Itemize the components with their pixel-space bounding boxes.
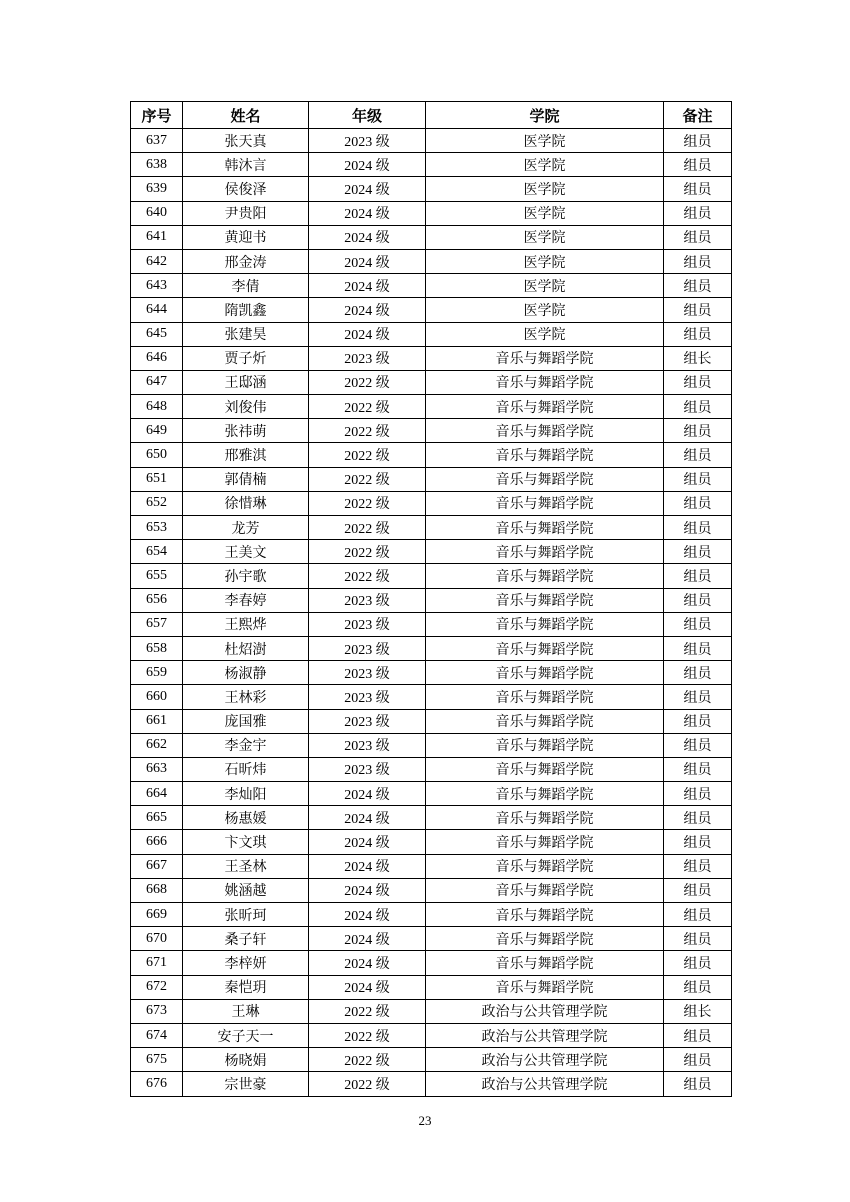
column-header: 姓名 (183, 102, 309, 129)
table-cell: 666 (131, 830, 183, 854)
table-cell: 音乐与舞蹈学院 (426, 443, 664, 467)
table-cell: 姚涵越 (183, 878, 309, 902)
table-cell: 2024 级 (309, 153, 426, 177)
table-row (131, 1048, 732, 1072)
table-cell: 组员 (664, 129, 732, 153)
table-cell: 664 (131, 782, 183, 806)
table-cell: 桑子轩 (183, 927, 309, 951)
table-cell: 647 (131, 370, 183, 394)
table-cell: 组员 (664, 927, 732, 951)
table-cell: 孙宇歌 (183, 564, 309, 588)
table-row (131, 612, 732, 636)
table-cell: 音乐与舞蹈学院 (426, 975, 664, 999)
table-cell: 张昕珂 (183, 903, 309, 927)
table-cell: 侯俊泽 (183, 177, 309, 201)
column-header: 学院 (426, 102, 664, 129)
table-cell: 2024 级 (309, 830, 426, 854)
table-cell: 676 (131, 1072, 183, 1096)
table-cell: 组员 (664, 395, 732, 419)
table-row (131, 467, 732, 491)
table-cell: 医学院 (426, 129, 664, 153)
table-cell: 音乐与舞蹈学院 (426, 588, 664, 612)
table-cell: 刘俊伟 (183, 395, 309, 419)
table-cell: 642 (131, 249, 183, 273)
table-cell: 医学院 (426, 225, 664, 249)
table-cell: 音乐与舞蹈学院 (426, 757, 664, 781)
table-header-row (131, 102, 732, 129)
table-cell: 音乐与舞蹈学院 (426, 782, 664, 806)
table-cell: 2023 级 (309, 685, 426, 709)
table-cell: 音乐与舞蹈学院 (426, 395, 664, 419)
table-cell: 邢雅淇 (183, 443, 309, 467)
table-cell: 2022 级 (309, 395, 426, 419)
table-cell: 组员 (664, 322, 732, 346)
column-header: 序号 (131, 102, 183, 129)
table-cell: 政治与公共管理学院 (426, 1072, 664, 1096)
table-cell: 音乐与舞蹈学院 (426, 491, 664, 515)
table-cell: 音乐与舞蹈学院 (426, 951, 664, 975)
table-cell: 2024 级 (309, 249, 426, 273)
table-cell: 组员 (664, 588, 732, 612)
table-cell: 音乐与舞蹈学院 (426, 346, 664, 370)
table-cell: 组员 (664, 1023, 732, 1047)
table-cell: 音乐与舞蹈学院 (426, 733, 664, 757)
table-row (131, 419, 732, 443)
table-cell: 669 (131, 903, 183, 927)
table-cell: 组员 (664, 854, 732, 878)
table-row (131, 999, 732, 1023)
table-cell: 邢金涛 (183, 249, 309, 273)
column-header: 年级 (309, 102, 426, 129)
table-cell: 640 (131, 201, 183, 225)
table-cell: 2024 级 (309, 274, 426, 298)
table-cell: 杨惠媛 (183, 806, 309, 830)
table-cell: 657 (131, 612, 183, 636)
table-row (131, 516, 732, 540)
table-row (131, 395, 732, 419)
table-cell: 音乐与舞蹈学院 (426, 927, 664, 951)
table-cell: 2024 级 (309, 806, 426, 830)
table-cell: 660 (131, 685, 183, 709)
table-cell: 组员 (664, 1072, 732, 1096)
table-cell: 音乐与舞蹈学院 (426, 709, 664, 733)
table-cell: 643 (131, 274, 183, 298)
table-cell: 2023 级 (309, 709, 426, 733)
table-row (131, 951, 732, 975)
table-row (131, 588, 732, 612)
table-cell: 音乐与舞蹈学院 (426, 370, 664, 394)
table-cell: 医学院 (426, 274, 664, 298)
table-row (131, 757, 732, 781)
table-cell: 黄迎书 (183, 225, 309, 249)
table-cell: 政治与公共管理学院 (426, 1048, 664, 1072)
table-cell: 组员 (664, 709, 732, 733)
table-cell: 2024 级 (309, 225, 426, 249)
table-cell: 政治与公共管理学院 (426, 999, 664, 1023)
table-cell: 王圣林 (183, 854, 309, 878)
table-row (131, 540, 732, 564)
table-cell: 665 (131, 806, 183, 830)
table-cell: 2024 级 (309, 177, 426, 201)
table-cell: 李金宇 (183, 733, 309, 757)
table-row (131, 806, 732, 830)
table-cell: 音乐与舞蹈学院 (426, 878, 664, 902)
table-cell: 组员 (664, 201, 732, 225)
table-cell: 2024 级 (309, 878, 426, 902)
table-cell: 674 (131, 1023, 183, 1047)
table-cell: 医学院 (426, 322, 664, 346)
table-cell: 637 (131, 129, 183, 153)
table-cell: 贾子炘 (183, 346, 309, 370)
table-cell: 648 (131, 395, 183, 419)
table-row (131, 346, 732, 370)
table-cell: 655 (131, 564, 183, 588)
table-cell: 张建昊 (183, 322, 309, 346)
table-cell: 组长 (664, 999, 732, 1023)
table-cell: 组员 (664, 370, 732, 394)
table-cell: 李灿阳 (183, 782, 309, 806)
table-cell: 组员 (664, 564, 732, 588)
table-row (131, 225, 732, 249)
table-cell: 675 (131, 1048, 183, 1072)
table-cell: 656 (131, 588, 183, 612)
table-cell: 杨晓娟 (183, 1048, 309, 1072)
table-cell: 651 (131, 467, 183, 491)
table-cell: 组员 (664, 757, 732, 781)
table-cell: 卞文琪 (183, 830, 309, 854)
table-row (131, 709, 732, 733)
table-cell: 638 (131, 153, 183, 177)
table-cell: 2024 级 (309, 903, 426, 927)
table-cell: 2022 级 (309, 370, 426, 394)
table-cell: 音乐与舞蹈学院 (426, 661, 664, 685)
table-cell: 组员 (664, 636, 732, 660)
table-cell: 音乐与舞蹈学院 (426, 636, 664, 660)
table-cell: 组员 (664, 249, 732, 273)
table-cell: 组员 (664, 806, 732, 830)
table-cell: 组员 (664, 443, 732, 467)
table-cell: 宗世豪 (183, 1072, 309, 1096)
table-cell: 662 (131, 733, 183, 757)
table-row (131, 830, 732, 854)
table-cell: 2023 级 (309, 612, 426, 636)
table-row (131, 177, 732, 201)
table-row (131, 298, 732, 322)
table-row (131, 491, 732, 515)
table-cell: 音乐与舞蹈学院 (426, 806, 664, 830)
table-row (131, 201, 732, 225)
table-cell: 组员 (664, 540, 732, 564)
table-row (131, 274, 732, 298)
table-cell: 639 (131, 177, 183, 201)
table-cell: 李梓妍 (183, 951, 309, 975)
table-cell: 王邸涵 (183, 370, 309, 394)
page-number: 23 (418, 1113, 432, 1128)
table-cell: 2022 级 (309, 443, 426, 467)
table-cell: 661 (131, 709, 183, 733)
table-cell: 王美文 (183, 540, 309, 564)
table-cell: 音乐与舞蹈学院 (426, 564, 664, 588)
column-header: 备注 (664, 102, 732, 129)
table-cell: 医学院 (426, 249, 664, 273)
table-cell: 医学院 (426, 153, 664, 177)
table-cell: 李倩 (183, 274, 309, 298)
table-cell: 组员 (664, 685, 732, 709)
table-row (131, 878, 732, 902)
table-cell: 2022 级 (309, 491, 426, 515)
table-cell: 649 (131, 419, 183, 443)
table-cell: 组员 (664, 153, 732, 177)
table-cell: 2022 级 (309, 467, 426, 491)
table-cell: 2022 级 (309, 540, 426, 564)
table-cell: 650 (131, 443, 183, 467)
table-cell: 音乐与舞蹈学院 (426, 419, 664, 443)
table-cell: 组员 (664, 830, 732, 854)
table-cell: 2024 级 (309, 975, 426, 999)
table-cell: 王琳 (183, 999, 309, 1023)
table-cell: 658 (131, 636, 183, 660)
table-cell: 医学院 (426, 201, 664, 225)
table-cell: 王熙烨 (183, 612, 309, 636)
table-cell: 音乐与舞蹈学院 (426, 540, 664, 564)
table-row (131, 370, 732, 394)
table-cell: 音乐与舞蹈学院 (426, 612, 664, 636)
table-cell: 667 (131, 854, 183, 878)
table-cell: 组员 (664, 419, 732, 443)
table-cell: 654 (131, 540, 183, 564)
table-cell: 2024 级 (309, 298, 426, 322)
table-cell: 组员 (664, 1048, 732, 1072)
table-cell: 2024 级 (309, 782, 426, 806)
table-cell: 2024 级 (309, 201, 426, 225)
table-cell: 652 (131, 491, 183, 515)
table-cell: 2024 级 (309, 927, 426, 951)
table-cell: 秦恺玥 (183, 975, 309, 999)
table-cell: 杜炤澍 (183, 636, 309, 660)
table-cell: 2022 级 (309, 419, 426, 443)
table-row (131, 975, 732, 999)
table-cell: 2022 级 (309, 999, 426, 1023)
table-cell: 641 (131, 225, 183, 249)
table-cell: 石昕炜 (183, 757, 309, 781)
table-cell: 医学院 (426, 298, 664, 322)
table-cell: 组长 (664, 346, 732, 370)
table-cell: 673 (131, 999, 183, 1023)
table-cell: 2022 级 (309, 1023, 426, 1047)
table-cell: 张天真 (183, 129, 309, 153)
table-cell: 组员 (664, 298, 732, 322)
table-row (131, 249, 732, 273)
table-cell: 2022 级 (309, 516, 426, 540)
table-row (131, 903, 732, 927)
table-row (131, 854, 732, 878)
table-cell: 672 (131, 975, 183, 999)
table-cell: 组员 (664, 903, 732, 927)
table-cell: 组员 (664, 177, 732, 201)
table-cell: 2023 级 (309, 636, 426, 660)
table-cell: 医学院 (426, 177, 664, 201)
table-cell: 徐惜琳 (183, 491, 309, 515)
table-head (131, 102, 732, 129)
table-row (131, 661, 732, 685)
table-cell: 李春婷 (183, 588, 309, 612)
table-row (131, 1072, 732, 1096)
table-row (131, 685, 732, 709)
table-row (131, 782, 732, 806)
table-cell: 庞国雅 (183, 709, 309, 733)
table-cell: 音乐与舞蹈学院 (426, 467, 664, 491)
table-cell: 龙芳 (183, 516, 309, 540)
table-cell: 组员 (664, 516, 732, 540)
table-cell: 尹贵阳 (183, 201, 309, 225)
table-cell: 659 (131, 661, 183, 685)
table-cell: 音乐与舞蹈学院 (426, 830, 664, 854)
table-cell: 2024 级 (309, 322, 426, 346)
table-cell: 组员 (664, 491, 732, 515)
table-cell: 653 (131, 516, 183, 540)
table-cell: 644 (131, 298, 183, 322)
table-row (131, 153, 732, 177)
table-cell: 2023 级 (309, 733, 426, 757)
table-row (131, 927, 732, 951)
table-cell: 组员 (664, 467, 732, 491)
table-cell: 音乐与舞蹈学院 (426, 685, 664, 709)
table-cell: 2024 级 (309, 854, 426, 878)
table-cell: 668 (131, 878, 183, 902)
table-cell: 组员 (664, 878, 732, 902)
table-cell: 671 (131, 951, 183, 975)
table-cell: 2024 级 (309, 951, 426, 975)
table-row (131, 636, 732, 660)
table-cell: 组员 (664, 782, 732, 806)
table-cell: 政治与公共管理学院 (426, 1023, 664, 1047)
table-cell: 2023 级 (309, 129, 426, 153)
table-cell: 2022 级 (309, 1072, 426, 1096)
table-cell: 音乐与舞蹈学院 (426, 854, 664, 878)
table-cell: 组员 (664, 951, 732, 975)
table-row (131, 1023, 732, 1047)
table-cell: 王林彩 (183, 685, 309, 709)
table-cell: 2022 级 (309, 1048, 426, 1072)
table-cell: 670 (131, 927, 183, 951)
roster-table (130, 101, 732, 1097)
table-cell: 2023 级 (309, 346, 426, 370)
table-row (131, 564, 732, 588)
table-cell: 646 (131, 346, 183, 370)
table-row (131, 443, 732, 467)
table-row (131, 733, 732, 757)
table-cell: 组员 (664, 225, 732, 249)
table-cell: 组员 (664, 975, 732, 999)
table-cell: 安子天一 (183, 1023, 309, 1047)
table-cell: 2023 级 (309, 661, 426, 685)
table-row (131, 129, 732, 153)
table-cell: 音乐与舞蹈学院 (426, 903, 664, 927)
table-cell: 音乐与舞蹈学院 (426, 516, 664, 540)
table-cell: 645 (131, 322, 183, 346)
table-cell: 663 (131, 757, 183, 781)
table-cell: 隋凯鑫 (183, 298, 309, 322)
table-cell: 组员 (664, 733, 732, 757)
table-cell: 韩沐言 (183, 153, 309, 177)
table-cell: 2023 级 (309, 757, 426, 781)
table-cell: 2023 级 (309, 588, 426, 612)
table-cell: 组员 (664, 612, 732, 636)
table-cell: 张祎萌 (183, 419, 309, 443)
table-cell: 郭倩楠 (183, 467, 309, 491)
table-cell: 2022 级 (309, 564, 426, 588)
table-cell: 组员 (664, 661, 732, 685)
table-row (131, 322, 732, 346)
table-cell: 组员 (664, 274, 732, 298)
table-cell: 杨淑静 (183, 661, 309, 685)
table-body (131, 129, 732, 1097)
